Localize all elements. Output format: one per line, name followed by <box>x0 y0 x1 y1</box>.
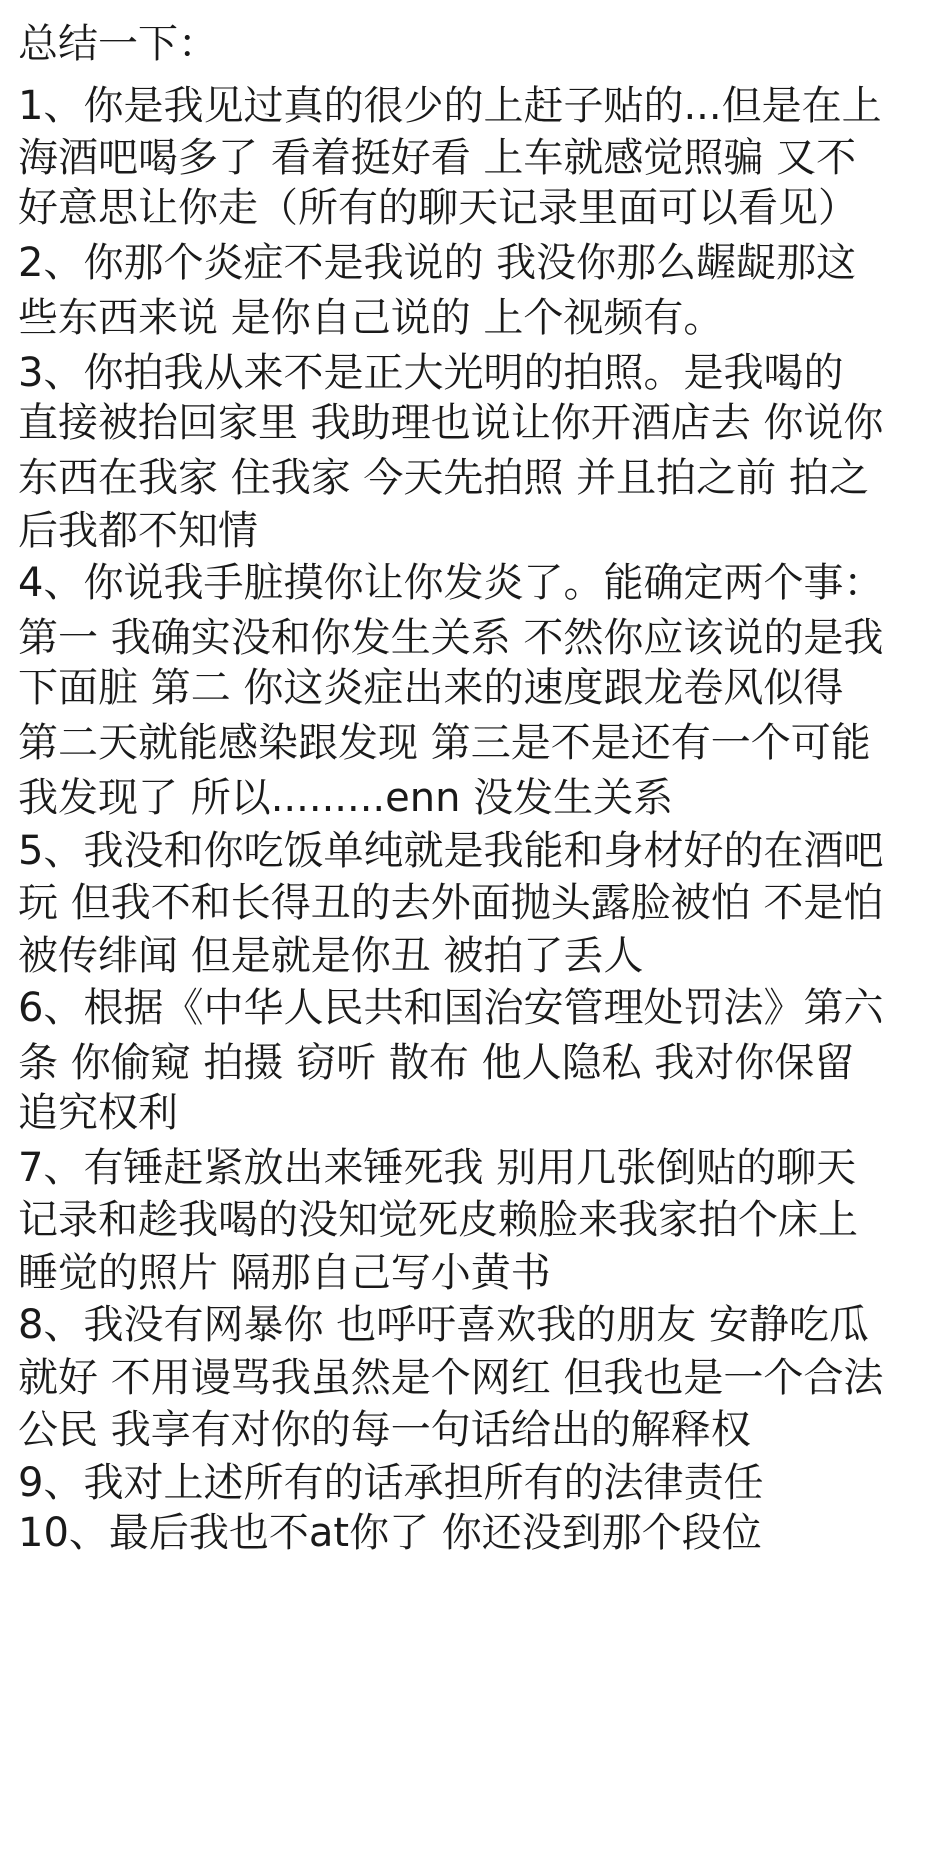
text-line: 些东西来说 是你自己说的 上个视频有。 <box>18 295 724 341</box>
text-line: 8、我没有网暴你 也呼吁喜欢我的朋友 安静吃瓜 <box>18 1302 869 1348</box>
text-line: 我发现了 所以.........enn 没发生关系 <box>18 775 674 821</box>
text-line: 睡觉的照片 隔那自己写小黄书 <box>18 1250 551 1296</box>
text-line: 好意思让你走（所有的聊天记录里面可以看见） <box>18 185 858 231</box>
text-line: 后我都不知情 <box>18 508 258 554</box>
text-line: 下面脏 第二 你这炎症出来的速度跟龙卷风似得 <box>18 665 844 711</box>
text-line: 第二天就能感染跟发现 第三是不是还有一个可能 <box>18 720 871 766</box>
text-line: 9、我对上述所有的话承担所有的法律责任 <box>18 1460 764 1506</box>
text-line: 10、最后我也不at你了 你还没到那个段位 <box>18 1510 762 1556</box>
text-line: 海酒吧喝多了 看着挺好看 上车就感觉照骗 又不 <box>18 135 857 181</box>
text-line: 1、你是我见过真的很少的上赶子贴的...但是在上 <box>18 83 882 129</box>
text-line: 被传绯闻 但是就是你丑 被拍了丢人 <box>18 933 644 979</box>
text-line: 7、有锤赶紧放出来锤死我 别用几张倒贴的聊天 <box>18 1145 857 1191</box>
text-line: 3、你拍我从来不是正大光明的拍照。是我喝的 <box>18 350 844 396</box>
text-line: 直接被抬回家里 我助理也说让你开酒店去 你说你 <box>18 400 884 446</box>
text-line: 5、我没和你吃饭单纯就是我能和身材好的在酒吧 <box>18 828 884 874</box>
text-line: 公民 我享有对你的每一句话给出的解释权 <box>18 1407 751 1453</box>
text-line: 记录和趁我喝的没知觉死皮赖脸来我家拍个床上 <box>18 1197 858 1243</box>
text-line: 总结一下： <box>18 21 218 67</box>
text-line: 6、根据《中华人民共和国治安管理处罚法》第六 <box>18 985 884 1031</box>
text-line: 追究权利 <box>18 1090 178 1136</box>
text-line: 4、你说我手脏摸你让你发炎了。能确定两个事： <box>18 560 884 606</box>
text-line: 就好 不用谩骂我虽然是个网红 但我也是一个合法 <box>18 1355 884 1401</box>
text-line: 第一 我确实没和你发生关系 不然你应该说的是我 <box>18 615 884 661</box>
text-line: 东西在我家 住我家 今天先拍照 并且拍之前 拍之 <box>18 455 869 501</box>
text-line: 玩 但我不和长得丑的去外面抛头露脸被怕 不是怕 <box>18 880 884 926</box>
text-line: 2、你那个炎症不是我说的 我没你那么龌龊那这 <box>18 240 857 286</box>
text-line: 条 你偷窥 拍摄 窃听 散布 他人隐私 我对你保留 <box>18 1040 855 1086</box>
